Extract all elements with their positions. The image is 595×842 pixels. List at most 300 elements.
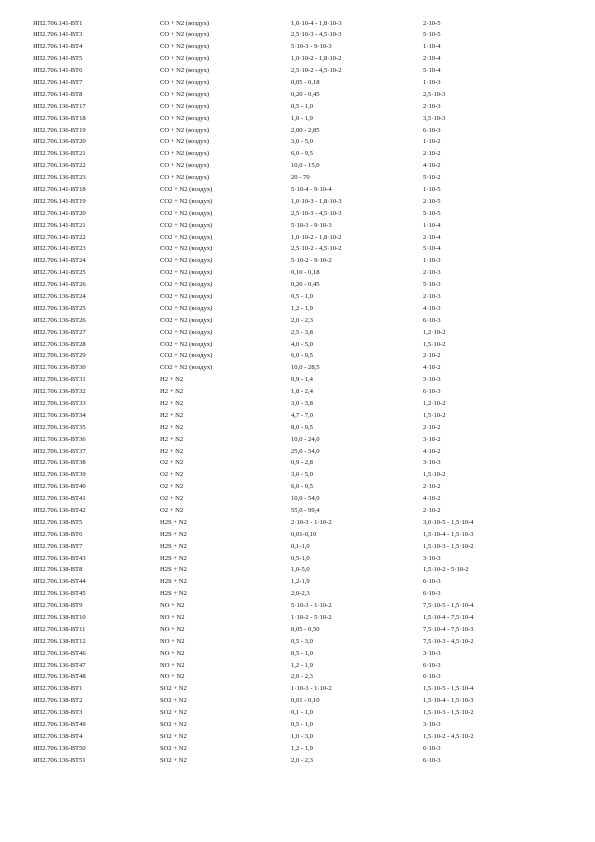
mixture-code-cell: ЯП2.706.141-ВТ24 (33, 257, 86, 265)
mixture-code-cell: ЯП2.706.136-ВТ27 (33, 328, 86, 336)
tolerance-cell: 3,5·10-3 (423, 114, 446, 122)
table-row (33, 683, 573, 695)
mixture-code-cell: ЯП2.706.136-ВТ33 (33, 400, 86, 407)
table-row (33, 303, 573, 315)
concentration-range-cell: 3,0 - 3,8 (291, 400, 313, 407)
concentration-range-cell: 1,2 - 1,9 (291, 744, 313, 752)
gas-mixture-cell: SO2 + N2 (160, 721, 187, 729)
tolerance-cell: 2,5·10-3 (423, 90, 446, 98)
concentration-range-cell: 0,1-1,0 (291, 542, 310, 550)
gas-mixture-cell: CO2 + N2 (воздух) (160, 197, 213, 205)
tolerance-cell: 3·10-3 (423, 376, 441, 384)
mixture-code-cell: ЯП2.706.138-ВТ9 (33, 602, 83, 610)
mixture-code-cell: ЯП2.706.136-ВТ25 (33, 304, 86, 312)
gas-mixture-cell: CO2 + N2 (воздух) (160, 257, 213, 265)
mixture-code-cell: ЯП2.706.141-ВТ21 (33, 221, 86, 229)
gas-mixture-cell: CO + N2 (воздух) (160, 114, 210, 122)
table-row (33, 350, 573, 362)
concentration-range-cell: 5·10-3 - 1·10-2 (291, 602, 332, 610)
gas-mixture-cell: CO + N2 (воздух) (160, 19, 210, 27)
mixture-code-cell: ЯП2.706.136-ВТ46 (33, 649, 86, 657)
table-row (33, 148, 573, 160)
mixture-code-cell: ЯП2.706.136-ВТ34 (33, 411, 86, 419)
gas-mixture-cell: CO2 + N2 (воздух) (160, 185, 213, 193)
concentration-range-cell: 0,20 - 0,45 (291, 281, 320, 289)
tolerance-cell: 4·10-2 (423, 447, 441, 455)
mixture-code-cell: ЯП2.706.136-ВТ23 (33, 174, 86, 182)
table-row (33, 624, 573, 636)
concentration-range-cell: 0,10 - 0,18 (291, 269, 320, 277)
concentration-range-cell: 10,0 - 54,0 (291, 495, 320, 503)
gas-mixture-cell: CO + N2 (воздух) (160, 43, 210, 51)
gas-mixture-cell: O2 + N2 (160, 483, 184, 491)
table-row (33, 469, 573, 481)
mixture-code-cell: ЯП2.706.138-ВТ7 (33, 542, 83, 550)
tolerance-cell: 2·10-2 (423, 352, 441, 360)
concentration-range-cell: 2·10-3 - 1·10-2 (291, 518, 332, 526)
mixture-code-cell: ЯП2.706.138-ВТ3 (33, 709, 83, 717)
concentration-range-cell: 0,1 - 1,0 (291, 709, 313, 717)
gas-mixture-cell: H2 + N2 (160, 447, 184, 455)
gas-mixture-cell: H2 + N2 (160, 388, 184, 396)
tolerance-cell: 4·10-2 (423, 495, 441, 503)
concentration-range-cell: 2,5 - 3,8 (291, 328, 313, 336)
concentration-range-cell: 0,5 - 1,0 (291, 102, 313, 110)
concentration-range-cell: 10,0 - 15,0 (291, 162, 320, 170)
mixture-code-cell: ЯП2.706.136-ВТ50 (33, 744, 86, 752)
mixture-code-cell: ЯП2.706.136-ВТ37 (33, 447, 86, 455)
tolerance-cell: 6·10-3 (423, 744, 441, 752)
mixture-code-cell: ЯП2.706.138-ВТ12 (33, 637, 86, 645)
concentration-range-cell: 4,0 - 5,0 (291, 340, 313, 348)
tolerance-cell: 2·10-4 (423, 233, 441, 241)
gas-mixture-cell: SO2 + N2 (160, 685, 187, 693)
concentration-range-cell: 0,01 - 0,10 (291, 697, 320, 705)
gas-mixture-cell: CO2 + N2 (воздух) (160, 316, 213, 324)
tolerance-cell: 1,5·10-2 - 5·10-2 (423, 566, 469, 574)
gas-mixture-cell: CO2 + N2 (воздух) (160, 364, 213, 372)
table-row (33, 196, 573, 208)
tolerance-cell: 6·10-3 (423, 126, 441, 134)
gas-mixture-cell: NO + N2 (160, 649, 185, 657)
tolerance-cell: 4·10-2 (423, 364, 441, 372)
mixture-code-cell: ЯП2.706.141-ВТ4 (33, 43, 83, 51)
table-row (33, 517, 573, 529)
mixture-code-cell: ЯП2.706.141-ВТ22 (33, 233, 86, 241)
table-row (33, 184, 573, 196)
concentration-range-cell: 2,5·10-2 - 4,5·10-2 (291, 67, 342, 75)
gas-mixture-cell: NO + N2 (160, 614, 185, 622)
concentration-range-cell: 6,0 - 9,5 (291, 150, 313, 158)
table-row (33, 18, 573, 30)
concentration-range-cell: 1,0·10-4 - 1,8·10-3 (291, 19, 342, 27)
gas-mixture-cell: H2 + N2 (160, 435, 184, 443)
gas-mixture-cell: H2 + N2 (160, 411, 184, 419)
mixture-code-cell: ЯП2.706.136-ВТ42 (33, 507, 86, 515)
tolerance-cell: 7,5·10-4 - 7,5·10-3 (423, 625, 474, 633)
gas-mixture-cell: H2 + N2 (160, 400, 184, 407)
tolerance-cell: 1,5·10-4 - 7,5·10-4 (423, 614, 474, 622)
gas-mixture-cell: SO2 + N2 (160, 744, 187, 752)
tolerance-cell: 6·10-3 (423, 661, 441, 669)
concentration-range-cell: 1,0 - 1,9 (291, 114, 313, 122)
concentration-range-cell: 5·10-3 - 9·10-3 (291, 43, 332, 51)
table-row (33, 446, 573, 458)
concentration-range-cell: 1,2 - 1,9 (291, 661, 313, 669)
table-row (33, 243, 573, 255)
tolerance-cell: 3·10-2 (423, 435, 441, 443)
table-row (33, 29, 573, 41)
table-row (33, 695, 573, 707)
mixture-code-cell: ЯП2.706.136-ВТ51 (33, 756, 86, 764)
tolerance-cell: 4·10-2 (423, 162, 441, 170)
concentration-range-cell: 0,5 - 1,0 (291, 292, 313, 300)
mixture-code-cell: ЯП2.706.136-ВТ28 (33, 340, 86, 348)
gas-mixture-cell: H2S + N2 (160, 578, 187, 586)
table-row (33, 410, 573, 422)
table-row (33, 220, 573, 232)
table-row (33, 232, 573, 244)
gas-mixture-cell: CO2 + N2 (воздух) (160, 209, 213, 217)
tolerance-cell: 1,5·10-2 (423, 340, 446, 348)
concentration-range-cell: 6,0 - 9,5 (291, 352, 313, 360)
table-row (33, 386, 573, 398)
mixture-code-cell: ЯП2.706.138-ВТ6 (33, 530, 83, 538)
concentration-range-cell: 25,0 - 54,0 (291, 447, 320, 455)
mixture-code-cell: ЯП2.706.141-ВТ23 (33, 245, 86, 253)
gas-mixture-cell: H2S + N2 (160, 542, 187, 550)
table-row (33, 89, 573, 101)
tolerance-cell: 3·10-3 (423, 721, 441, 729)
concentration-range-cell: 10,0 - 24,0 (291, 435, 320, 443)
tolerance-cell: 2·10-3 (423, 269, 441, 277)
concentration-range-cell: 1·10-3 - 1·10-2 (291, 685, 332, 693)
tolerance-cell: 1,2·10-2 (423, 328, 446, 336)
table-row (33, 564, 573, 576)
mixture-code-cell: ЯП2.706.138-ВТ1 (33, 685, 83, 693)
tolerance-cell: 5·10-5 (423, 209, 441, 217)
tolerance-cell: 1,5·10-2 - 4,5·10-2 (423, 732, 474, 740)
gas-mixture-cell: CO + N2 (воздух) (160, 162, 210, 170)
gas-mixture-cell: CO2 + N2 (воздух) (160, 269, 213, 277)
mixture-code-cell: ЯП2.706.141-ВТ20 (33, 209, 86, 217)
mixture-code-cell: ЯП2.706.136-ВТ31 (33, 376, 86, 384)
mixture-code-cell: ЯП2.706.136-ВТ35 (33, 423, 86, 431)
concentration-range-cell: 1,2 - 1,9 (291, 304, 313, 312)
table-row (33, 719, 573, 731)
table-row (33, 315, 573, 327)
tolerance-cell: 5·10-5 (423, 31, 441, 39)
concentration-range-cell: 1,0·10-2 - 1,8·10-2 (291, 55, 342, 63)
concentration-range-cell: 0,5 - 1,0 (291, 721, 313, 729)
concentration-range-cell: 4,7 - 7,0 (291, 411, 313, 419)
gas-mixture-cell: SO2 + N2 (160, 709, 187, 717)
concentration-range-cell: 1,0 - 3,0 (291, 732, 313, 740)
tolerance-cell: 3·10-3 (423, 554, 441, 562)
mixture-code-cell: ЯП2.706.136-ВТ36 (33, 435, 86, 443)
mixture-code-cell: ЯП2.706.136-ВТ44 (33, 578, 86, 586)
tolerance-cell: 1·10-5 (423, 185, 441, 193)
concentration-range-cell: 0,9 - 2,8 (291, 459, 313, 467)
concentration-range-cell: 8,0 - 9,5 (291, 423, 313, 431)
concentration-range-cell: 0,05 - 0,18 (291, 78, 320, 86)
table-row (33, 422, 573, 434)
gas-mixture-cell: CO2 + N2 (воздух) (160, 304, 213, 312)
gas-mixture-cell: CO2 + N2 (воздух) (160, 328, 213, 336)
mixture-code-cell: ЯП2.706.138-ВТ4 (33, 732, 83, 740)
gas-mixture-cell: CO2 + N2 (воздух) (160, 281, 213, 289)
mixture-code-cell: ЯП2.706.136-ВТ18 (33, 114, 86, 122)
table-row (33, 434, 573, 446)
tolerance-cell: 1,2·10-2 (423, 400, 446, 407)
mixture-code-cell: ЯП2.706.136-ВТ19 (33, 126, 86, 134)
tolerance-cell: 5·10-3 (423, 281, 441, 289)
gas-mixture-cell: H2 + N2 (160, 376, 184, 384)
mixture-code-cell: ЯП2.706.136-ВТ49 (33, 721, 86, 729)
concentration-range-cell: 3,0 - 5,0 (291, 471, 313, 479)
mixture-code-cell: ЯП2.706.141-ВТ18 (33, 185, 86, 193)
gas-mixtures-table (33, 18, 573, 767)
concentration-range-cell: 2,0 - 2,3 (291, 673, 313, 681)
tolerance-cell: 1·10-3 (423, 257, 441, 265)
concentration-range-cell: 0,5 - 3,0 (291, 637, 313, 645)
mixture-code-cell: ЯП2.706.136-ВТ30 (33, 364, 86, 372)
table-row (33, 374, 573, 386)
mixture-code-cell: ЯП2.706.136-ВТ43 (33, 554, 86, 562)
gas-mixture-cell: NO + N2 (160, 661, 185, 669)
table-row (33, 481, 573, 493)
table-row (33, 731, 573, 743)
mixture-code-cell: ЯП2.706.141-ВТ1 (33, 19, 83, 27)
table-row (33, 660, 573, 672)
mixture-code-cell: ЯП2.706.136-ВТ48 (33, 673, 86, 681)
table-row (33, 113, 573, 125)
table-row (33, 339, 573, 351)
tolerance-cell: 1,5·10-2 (423, 471, 446, 479)
mixture-code-cell: ЯП2.706.138-ВТ2 (33, 697, 83, 705)
concentration-range-cell: 0,5-1,0 (291, 554, 310, 562)
concentration-range-cell: 3,0 - 5,0 (291, 138, 313, 146)
tolerance-cell: 2·10-2 (423, 483, 441, 491)
mixture-code-cell: ЯП2.706.136-ВТ45 (33, 590, 86, 598)
tolerance-cell: 5·10-4 (423, 245, 441, 253)
tolerance-cell: 1,5·10-3 - 1,5·10-2 (423, 709, 474, 717)
gas-mixture-cell: H2 + N2 (160, 423, 184, 431)
table-row (33, 125, 573, 137)
tolerance-cell: 2·10-5 (423, 19, 441, 27)
concentration-range-cell: 1·10-2 - 5·10-2 (291, 614, 332, 622)
table-row (33, 529, 573, 541)
table-row (33, 172, 573, 184)
gas-mixture-cell: CO + N2 (воздух) (160, 138, 210, 146)
concentration-range-cell: 10,0 - 28,5 (291, 364, 320, 372)
table-row (33, 553, 573, 565)
gas-mixture-cell: CO + N2 (воздух) (160, 102, 210, 110)
concentration-range-cell: 0,05 - 0,50 (291, 625, 320, 633)
mixture-code-cell: ЯП2.706.141-ВТ5 (33, 55, 83, 63)
tolerance-cell: 6·10-3 (423, 316, 441, 324)
table-row (33, 636, 573, 648)
gas-mixture-cell: NO + N2 (160, 637, 185, 645)
gas-mixture-cell: NO + N2 (160, 625, 185, 633)
table-row (33, 101, 573, 113)
mixture-code-cell: ЯП2.706.136-ВТ26 (33, 316, 86, 324)
tolerance-cell: 1,5·10-4 - 1,5·10-3 (423, 530, 474, 538)
tolerance-cell: 1,5·10-5 - 1,5·10-4 (423, 685, 474, 693)
table-row (33, 743, 573, 755)
concentration-range-cell: 1,0·10-2 - 1,8·10-2 (291, 233, 342, 241)
gas-mixture-cell: CO + N2 (воздух) (160, 31, 210, 39)
table-row (33, 136, 573, 148)
tolerance-cell: 3,0·10-5 - 1,5·10-4 (423, 518, 474, 526)
gas-mixture-cell: CO + N2 (воздух) (160, 55, 210, 63)
concentration-range-cell: 5·10-2 - 9·10-2 (291, 257, 332, 265)
gas-mixture-cell: NO + N2 (160, 673, 185, 681)
mixture-code-cell: ЯП2.706.141-ВТ6 (33, 67, 83, 75)
tolerance-cell: 7,5·10-3 - 4,5·10-2 (423, 637, 474, 645)
tolerance-cell: 6·10-3 (423, 590, 441, 598)
tolerance-cell: 1,5·10-2 (423, 411, 446, 419)
tolerance-cell: 3·10-3 (423, 459, 441, 467)
concentration-range-cell: 1,8 - 2,4 (291, 388, 313, 396)
mixture-code-cell: ЯП2.706.138-ВТ11 (33, 625, 86, 633)
mixture-code-cell: ЯП2.706.136-ВТ29 (33, 352, 86, 360)
mixture-code-cell: ЯП2.706.141-ВТ8 (33, 90, 83, 98)
tolerance-cell: 1·10-4 (423, 43, 441, 51)
gas-mixture-cell: CO2 + N2 (воздух) (160, 352, 213, 360)
gas-mixture-cell: O2 + N2 (160, 495, 184, 503)
table-row (33, 327, 573, 339)
mixture-code-cell: ЯП2.706.136-ВТ21 (33, 150, 86, 158)
concentration-range-cell: 1,0-5,0 (291, 566, 310, 574)
table-row (33, 398, 573, 410)
tolerance-cell: 2·10-2 (423, 507, 441, 515)
mixture-code-cell: ЯП2.706.136-ВТ24 (33, 292, 86, 300)
table-row (33, 291, 573, 303)
gas-mixture-cell: CO + N2 (воздух) (160, 174, 210, 182)
gas-mixture-cell: H2S + N2 (160, 530, 187, 538)
tolerance-cell: 2·10-3 (423, 102, 441, 110)
mixture-code-cell: ЯП2.706.136-ВТ39 (33, 471, 86, 479)
tolerance-cell: 1·10-3 (423, 78, 441, 86)
table-row (33, 600, 573, 612)
table-row (33, 208, 573, 220)
tolerance-cell: 5·10-2 (423, 174, 441, 182)
mixture-code-cell: ЯП2.706.141-ВТ19 (33, 197, 86, 205)
mixture-code-cell: ЯП2.706.141-ВТ3 (33, 31, 83, 39)
table-row (33, 160, 573, 172)
concentration-range-cell: 0,20 - 0,45 (291, 90, 320, 98)
table-row (33, 267, 573, 279)
mixture-code-cell: ЯП2.706.138-ВТ8 (33, 566, 83, 574)
concentration-range-cell: 6,0 - 9,5 (291, 483, 313, 491)
table-row (33, 457, 573, 469)
gas-mixture-cell: H2S + N2 (160, 518, 187, 526)
tolerance-cell: 2·10-2 (423, 150, 441, 158)
mixture-code-cell: ЯП2.706.138-ВТ5 (33, 518, 83, 526)
tolerance-cell: 2·10-5 (423, 197, 441, 205)
tolerance-cell: 2·10-2 (423, 423, 441, 431)
table-row (33, 362, 573, 374)
tolerance-cell: 6·10-3 (423, 388, 441, 396)
mixture-code-cell: ЯП2.706.136-ВТ32 (33, 388, 86, 396)
mixture-code-cell: ЯП2.706.136-ВТ17 (33, 102, 86, 110)
gas-mixture-cell: CO + N2 (воздух) (160, 78, 210, 86)
tolerance-cell: 6·10-3 (423, 756, 441, 764)
table-row (33, 493, 573, 505)
tolerance-cell: 6·10-3 (423, 673, 441, 681)
concentration-range-cell: 2,0 - 2,3 (291, 756, 313, 764)
mixture-code-cell: ЯП2.706.141-ВТ7 (33, 78, 83, 86)
tolerance-cell: 2·10-3 (423, 292, 441, 300)
gas-mixture-cell: NO + N2 (160, 602, 185, 610)
tolerance-cell: 1,5·10-4 - 1,5·10-3 (423, 697, 474, 705)
concentration-range-cell: 2,0-2,3 (291, 590, 310, 598)
gas-mixture-cell: CO2 + N2 (воздух) (160, 340, 213, 348)
gas-mixture-cell: CO + N2 (воздух) (160, 67, 210, 75)
concentration-range-cell: 2,5·10-3 - 4,5·10-3 (291, 31, 342, 39)
gas-mixture-cell: H2S + N2 (160, 554, 187, 562)
mixture-code-cell: ЯП2.706.136-ВТ20 (33, 138, 86, 146)
table-row (33, 648, 573, 660)
mixture-code-cell: ЯП2.706.136-ВТ38 (33, 459, 86, 467)
table-row (33, 41, 573, 53)
concentration-range-cell: 5·10-4 - 9·10-4 (291, 185, 332, 193)
tolerance-cell: 4·10-3 (423, 304, 441, 312)
table-row (33, 505, 573, 517)
concentration-range-cell: 55,0 - 99,4 (291, 507, 320, 515)
gas-mixture-cell: SO2 + N2 (160, 756, 187, 764)
concentration-range-cell: 20 - 70 (291, 174, 310, 182)
mixture-code-cell: ЯП2.706.136-ВТ22 (33, 162, 86, 170)
table-row (33, 588, 573, 600)
gas-mixture-cell: CO2 + N2 (воздух) (160, 245, 213, 253)
tolerance-cell: 3·10-3 (423, 649, 441, 657)
tolerance-cell: 2·10-4 (423, 55, 441, 63)
table-row (33, 541, 573, 553)
mixture-code-cell: ЯП2.706.141-ВТ25 (33, 269, 86, 277)
mixture-code-cell: ЯП2.706.136-ВТ40 (33, 483, 86, 491)
table-row (33, 77, 573, 89)
mixture-code-cell: ЯП2.706.138-ВТ10 (33, 614, 86, 622)
gas-mixture-cell: CO2 + N2 (воздух) (160, 233, 213, 241)
concentration-range-cell: 0,9 - 1,4 (291, 376, 313, 384)
gas-mixture-cell: CO + N2 (воздух) (160, 150, 210, 158)
gas-mixture-cell: SO2 + N2 (160, 697, 187, 705)
tolerance-cell: 1,5·10-3 - 1,5·10-2 (423, 542, 474, 550)
gas-mixture-cell: H2S + N2 (160, 590, 187, 598)
tolerance-cell: 5·10-4 (423, 67, 441, 75)
table-row (33, 255, 573, 267)
mixture-code-cell: ЯП2.706.136-ВТ41 (33, 495, 86, 503)
table-row (33, 53, 573, 65)
table-row (33, 65, 573, 77)
gas-mixture-cell: H2S + N2 (160, 566, 187, 574)
gas-mixture-cell: CO2 + N2 (воздух) (160, 292, 213, 300)
concentration-range-cell: 5·10-3 - 9·10-3 (291, 221, 332, 229)
tolerance-cell: 7,5·10-5 - 1,5·10-4 (423, 602, 474, 610)
concentration-range-cell: 0,5 - 1,0 (291, 649, 313, 657)
gas-mixture-cell: CO + N2 (воздух) (160, 126, 210, 134)
concentration-range-cell: 2,5·10-3 - 4,5·10-3 (291, 209, 342, 217)
gas-mixture-cell: CO2 + N2 (воздух) (160, 221, 213, 229)
tolerance-cell: 6·10-3 (423, 578, 441, 586)
concentration-range-cell: 2,0 - 2,3 (291, 316, 313, 324)
table-row (33, 612, 573, 624)
table-row (33, 707, 573, 719)
gas-mixture-cell: O2 + N2 (160, 507, 184, 515)
table-row (33, 576, 573, 588)
